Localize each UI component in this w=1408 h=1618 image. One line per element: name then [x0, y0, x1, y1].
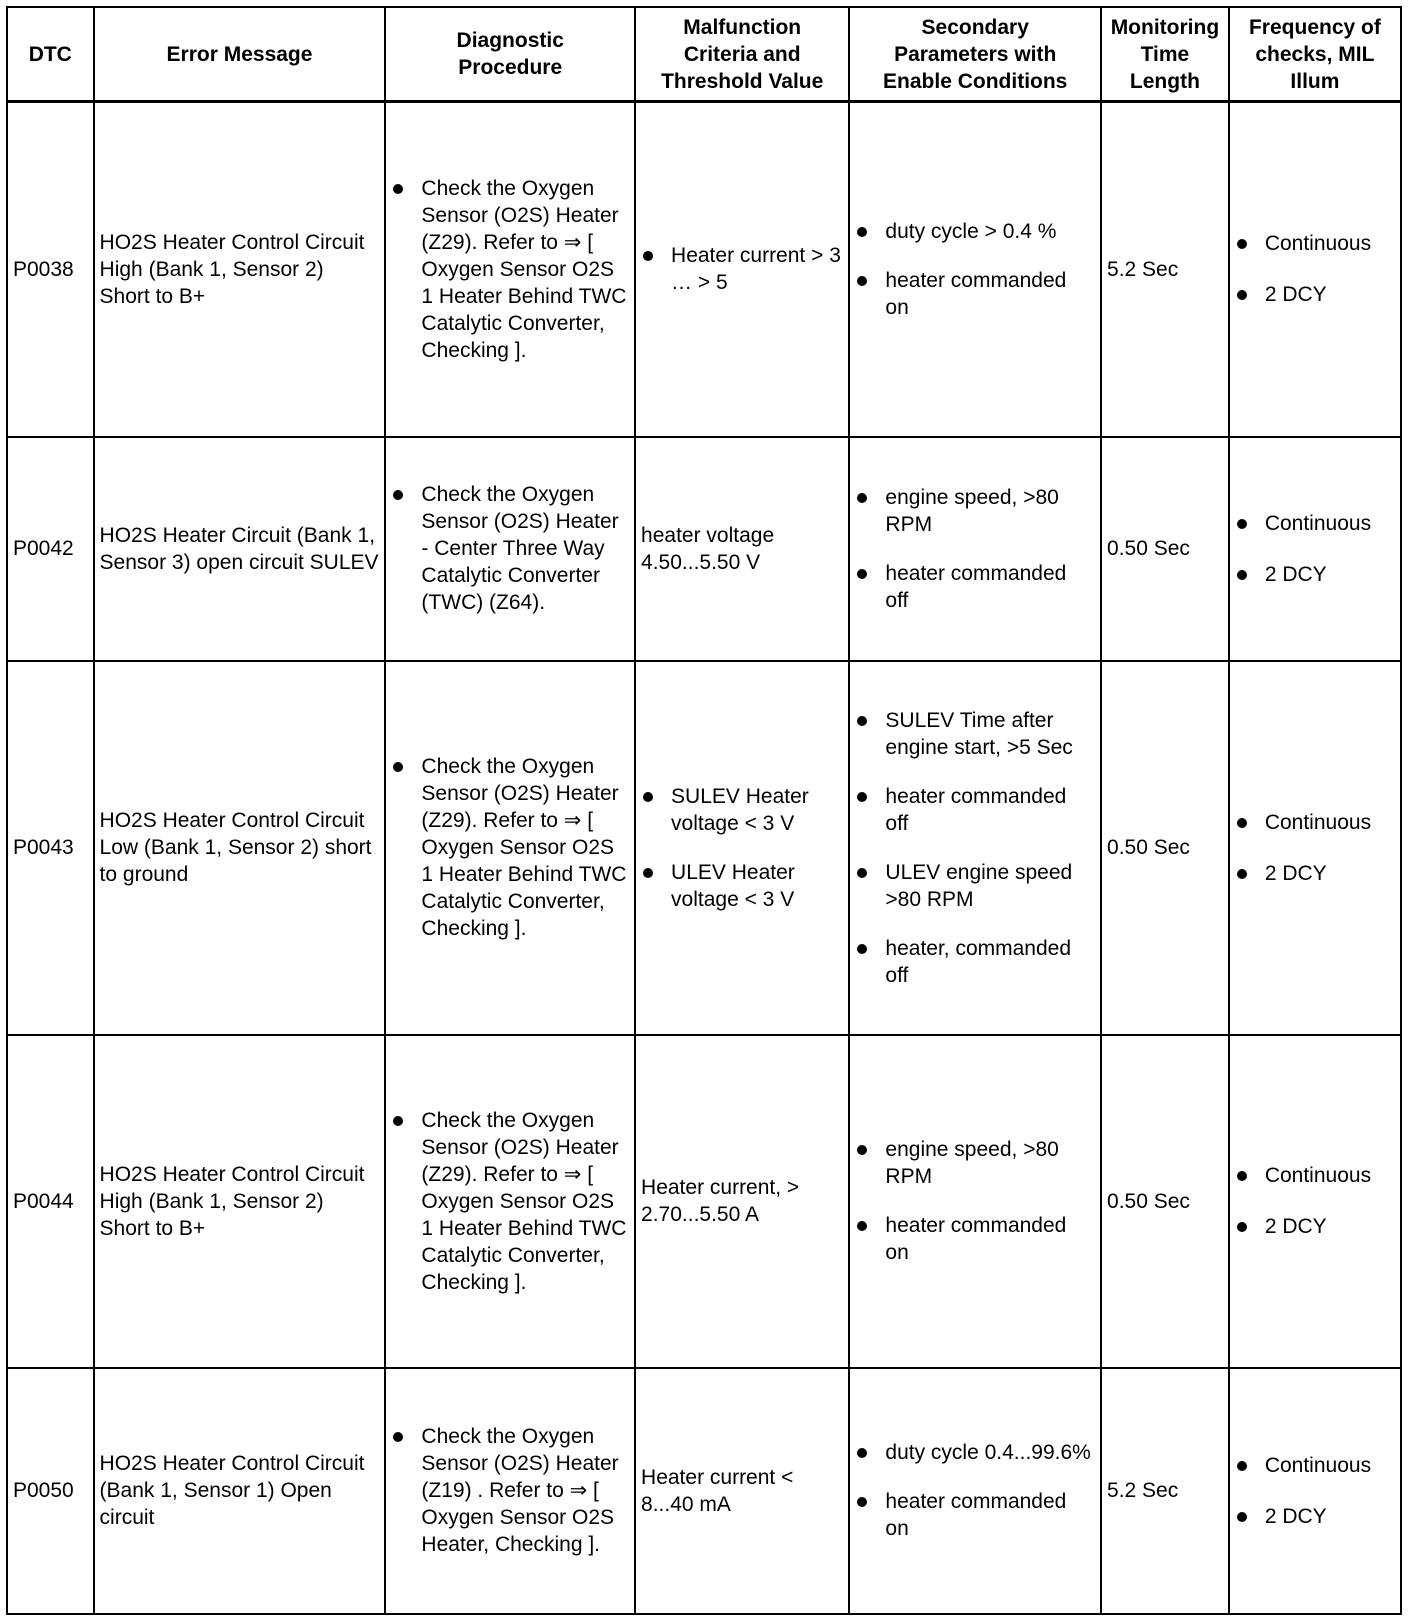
frequency — [1229, 1368, 1401, 1614]
secondary-parameters — [849, 1368, 1101, 1614]
malfunction-list — [641, 783, 843, 913]
frequency-list — [1235, 510, 1395, 588]
procedure-item: Check the Oxygen Sensor (O2S) Heater (Z19) . Refer to ⇒ [ Oxygen Sensor O2S Heater, Checking ]. — [391, 1423, 629, 1558]
secondary-item: engine speed, >80 RPM — [855, 484, 1095, 538]
diagnostic-procedure — [385, 1035, 635, 1368]
frequency-list — [1235, 230, 1395, 308]
monitoring-time: 5.2 Sec — [1101, 102, 1229, 437]
secondary-item: ULEV engine speed >80 RPM — [855, 859, 1095, 913]
secondary-parameters — [849, 661, 1101, 1035]
secondary-item: SULEV Time after engine start, >5 Sec — [855, 707, 1095, 761]
frequency-list — [1235, 1452, 1395, 1530]
secondary-item: duty cycle 0.4...99.6% — [855, 1439, 1095, 1466]
table-row — [7, 102, 1401, 437]
frequency-list — [1235, 1162, 1395, 1240]
monitoring-time: 5.2 Sec — [1101, 1368, 1229, 1614]
frequency-item: Continuous — [1235, 1162, 1395, 1189]
frequency-item: 2 DCY — [1235, 1213, 1395, 1240]
table-header — [7, 7, 1401, 102]
table-row — [7, 1035, 1401, 1368]
frequency-item: 2 DCY — [1235, 281, 1395, 308]
secondary-list — [855, 1136, 1095, 1266]
malfunction-criteria: Heater current, > 2.70...5.50 A — [635, 1035, 849, 1368]
frequency-item: 2 DCY — [1235, 860, 1395, 887]
procedure-list — [391, 481, 629, 616]
error-message: HO2S Heater Control Circuit High (Bank 1, Sensor 2) Short to B+ — [94, 1035, 386, 1368]
table-body — [7, 102, 1401, 1614]
frequency-item: Continuous — [1235, 1452, 1395, 1479]
monitoring-time: 0.50 Sec — [1101, 437, 1229, 661]
secondary-item: heater commanded off — [855, 560, 1095, 614]
error-message: HO2S Heater Control Circuit Low (Bank 1, Sensor 2) short to ground — [94, 661, 386, 1035]
diagnostic-procedure — [385, 661, 635, 1035]
procedure-list — [391, 175, 629, 364]
frequency-item: Continuous — [1235, 809, 1395, 836]
frequency-item: Continuous — [1235, 510, 1395, 537]
frequency — [1229, 437, 1401, 661]
secondary-item: heater commanded on — [855, 1212, 1095, 1266]
secondary-item: heater commanded on — [855, 267, 1095, 321]
frequency-item: 2 DCY — [1235, 561, 1395, 588]
frequency-list — [1235, 809, 1395, 887]
procedure-list — [391, 753, 629, 942]
secondary-parameters — [849, 1035, 1101, 1368]
monitoring-time: 0.50 Sec — [1101, 661, 1229, 1035]
secondary-list — [855, 707, 1095, 989]
secondary-parameters — [849, 102, 1101, 437]
dtc-code: P0038 — [7, 102, 94, 437]
procedure-item: Check the Oxygen Sensor (O2S) Heater (Z29). Refer to ⇒ [ Oxygen Sensor O2S 1 Heater Behind TWC Catalytic Converter, Checking ]. — [391, 753, 629, 942]
malfunction-item: Heater current > 3 … > 5 — [641, 242, 843, 296]
diagnostic-procedure — [385, 1368, 635, 1614]
dtc-code: P0044 — [7, 1035, 94, 1368]
header-monitoring-time: Monitoring Time Length — [1101, 7, 1229, 102]
secondary-list — [855, 218, 1095, 321]
header-diagnostic-procedure: Diagnostic Procedure — [385, 7, 635, 102]
table-row — [7, 437, 1401, 661]
monitoring-time: 0.50 Sec — [1101, 1035, 1229, 1368]
secondary-item: duty cycle > 0.4 % — [855, 218, 1095, 245]
diagnostic-procedure — [385, 102, 635, 437]
header-frequency: Frequency of checks, MIL Illum — [1229, 7, 1401, 102]
header-secondary-parameters: Secondary Parameters with Enable Conditions — [849, 7, 1101, 102]
error-message: HO2S Heater Control Circuit (Bank 1, Sensor 1) Open circuit — [94, 1368, 386, 1614]
table-row — [7, 661, 1401, 1035]
dtc-code: P0042 — [7, 437, 94, 661]
header-malfunction-criteria: Malfunction Criteria and Threshold Value — [635, 7, 849, 102]
procedure-item: Check the Oxygen Sensor (O2S) Heater (Z29). Refer to ⇒ [ Oxygen Sensor O2S 1 Heater Behind TWC Catalytic Converter, Checking ]. — [391, 1107, 629, 1296]
secondary-item: heater, commanded off — [855, 935, 1095, 989]
error-message: HO2S Heater Circuit (Bank 1, Sensor 3) open circuit SULEV — [94, 437, 386, 661]
procedure-item: Check the Oxygen Sensor (O2S) Heater - Center Three Way Catalytic Converter (TWC) (Z64). — [391, 481, 629, 616]
error-message: HO2S Heater Control Circuit High (Bank 1, Sensor 2) Short to B+ — [94, 102, 386, 437]
secondary-list — [855, 1439, 1095, 1542]
frequency — [1229, 1035, 1401, 1368]
malfunction-list — [641, 242, 843, 296]
diagnostic-procedure — [385, 437, 635, 661]
header-error-message: Error Message — [94, 7, 386, 102]
malfunction-item: SULEV Heater voltage < 3 V — [641, 783, 843, 837]
malfunction-criteria — [635, 661, 849, 1035]
frequency-item: 2 DCY — [1235, 1503, 1395, 1530]
secondary-item: heater commanded on — [855, 1488, 1095, 1542]
procedure-list — [391, 1107, 629, 1296]
procedure-item: Check the Oxygen Sensor (O2S) Heater (Z29). Refer to ⇒ [ Oxygen Sensor O2S 1 Heater Behind TWC Catalytic Converter, Checking ]. — [391, 175, 629, 364]
header-row — [7, 7, 1401, 102]
secondary-item: heater commanded off — [855, 783, 1095, 837]
header-dtc: DTC — [7, 7, 94, 102]
secondary-item: engine speed, >80 RPM — [855, 1136, 1095, 1190]
table-row — [7, 1368, 1401, 1614]
frequency — [1229, 661, 1401, 1035]
procedure-list — [391, 1423, 629, 1558]
malfunction-criteria: heater voltage 4.50...5.50 V — [635, 437, 849, 661]
dtc-code: P0043 — [7, 661, 94, 1035]
frequency — [1229, 102, 1401, 437]
dtc-code: P0050 — [7, 1368, 94, 1614]
malfunction-criteria — [635, 102, 849, 437]
frequency-item: Continuous — [1235, 230, 1395, 257]
dtc-table — [6, 6, 1402, 1615]
secondary-parameters — [849, 437, 1101, 661]
malfunction-item: ULEV Heater voltage < 3 V — [641, 859, 843, 913]
secondary-list — [855, 484, 1095, 614]
malfunction-criteria: Heater current < 8...40 mA — [635, 1368, 849, 1614]
